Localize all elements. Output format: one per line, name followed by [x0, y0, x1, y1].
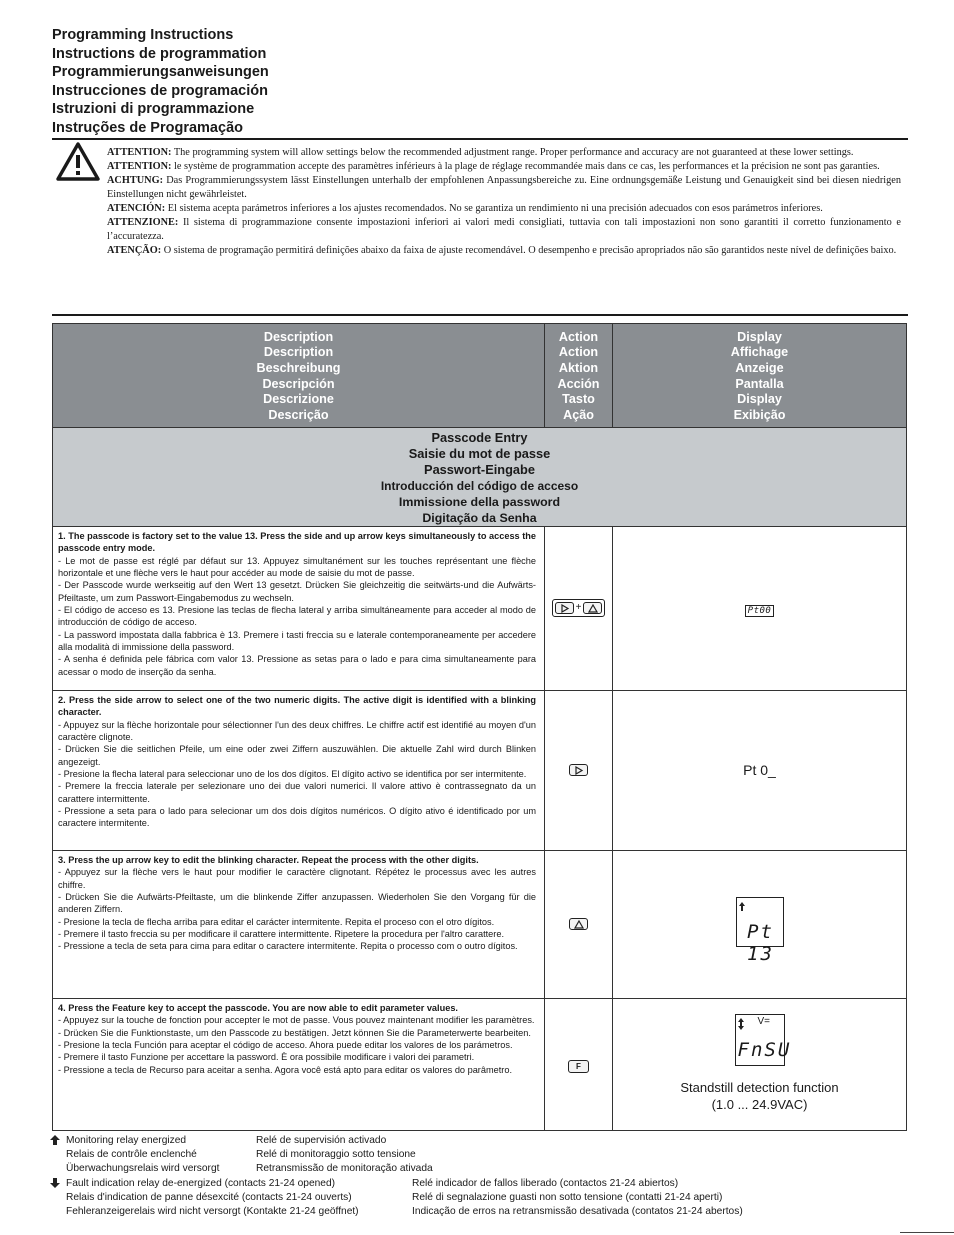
header-label: Display — [737, 392, 782, 407]
table-row — [53, 851, 907, 999]
warning-body: El sistema acepta parámetros inferiores a los ajustes recomendados. No se garantiza un rendimiento ni una precisión adecuados con esos parámetros inferiores. — [165, 203, 823, 214]
step-line: - Premere la freccia laterale per selezionare uno dei due valori numerici. Il valore attivo è contrassegnato da un carattere intermittente. — [58, 781, 536, 804]
header-label: Display — [737, 329, 782, 344]
down-arrow-legend-icon — [50, 1178, 60, 1188]
warning-label: ATTENZIONE: — [107, 217, 179, 228]
section-title-line: Introducción del código de acceso — [380, 479, 579, 493]
legend-col — [412, 1177, 743, 1218]
warning-body: The programming system will allow settings below the recommended adjustment range. Proper performance and accuracy are not guaranteed at these lower settings. — [171, 147, 854, 158]
step-action — [545, 691, 613, 851]
legend-col — [256, 1134, 433, 1175]
section-title-line: Digitação da Senha — [422, 511, 537, 525]
table-row — [53, 999, 907, 1131]
page-title: Programmierungsanweisungen — [52, 64, 269, 81]
page-title: Instrucciones de programación — [52, 82, 268, 99]
divider — [52, 138, 908, 140]
side-arrow-icon — [560, 604, 570, 613]
display-header — [613, 324, 907, 428]
title-block — [52, 26, 269, 138]
side-arrow-key[interactable] — [569, 764, 588, 776]
step-lead: 1. The passcode is factory set to the value 13. Press the side and up arrow keys simultaneously to access the passcode entry mode. — [58, 531, 536, 554]
legend-col — [66, 1177, 359, 1218]
footer-rule — [900, 1232, 954, 1233]
step-line: - El código de acceso es 13. Presione las teclas de flecha lateral y arriba simultáneamente para acceder al modo de introducción de código de acceso. — [58, 605, 536, 628]
legend-text: Relé de supervisión activado — [256, 1135, 387, 1146]
step-display — [613, 691, 907, 851]
step-description — [53, 851, 545, 999]
step-display — [613, 999, 907, 1131]
step-display — [613, 527, 907, 691]
page-title: Programming Instructions — [52, 27, 234, 43]
legend-col — [66, 1134, 219, 1175]
warning-note — [107, 216, 901, 244]
legend-text: Indicação de erros na retransmissão desativada (contatos 21-24 abertos) — [412, 1205, 743, 1217]
step-line: - Presione la tecla Función para aceptar el código de acceso. Ahora puede editar los valores de los parámetros. — [58, 1040, 513, 1051]
header-label: Pantalla — [735, 376, 784, 391]
display-note-line: Standstill detection function — [680, 1080, 839, 1095]
step-line: - Premere il tasto freccia su per modificare il carattere intermittente. Ripetere la procedura per l'altro carattere. — [58, 929, 505, 940]
legend-text: Retransmissão de monitoração ativada — [256, 1162, 433, 1174]
legend-text: Fault indication relay de-energized (contacts 21-24 opened) — [66, 1178, 335, 1189]
warning-label: ATENCIÓN: — [107, 203, 166, 214]
step-line: - Premere il tasto Funzione per accettare la password. È ora possibile modificare i valori dei parametri. — [58, 1052, 475, 1063]
step-display — [613, 851, 907, 999]
warning-note — [107, 174, 901, 202]
step-line: - Appuyez sur la flèche vers le haut pour modifier le caractère clignotant. Répétez le processus avec les autres chiffre. — [58, 867, 536, 890]
step-lead: 2. Press the side arrow to select one of the two numeric digits. The active digit is identified with a blinking character. — [58, 695, 536, 718]
up-arrow-key[interactable] — [569, 918, 588, 930]
relay-arrow-icon — [739, 902, 745, 911]
legend-text: Relais de contrôle enclenché — [66, 1148, 197, 1160]
legend-text: Relé di segnalazione guasti non sotto tensione (contatti 21-24 aperti) — [412, 1191, 723, 1203]
step-description — [53, 999, 545, 1131]
header-label: Description — [263, 329, 334, 344]
section-title-line: Immissione della password — [398, 495, 561, 509]
step-action — [545, 851, 613, 999]
divider — [52, 314, 908, 316]
warning-note — [107, 146, 901, 160]
action-header — [545, 324, 613, 428]
step-line: - Appuyez sur la flèche horizontale pour sélectionner l'un des deux chiffres. Le chiffre actif est identifié au moyen d'un caractère clignote. — [58, 719, 536, 743]
step-line: - Der Passcode wurde werkseitig auf den Wert 13 gesetzt. Drücken Sie gleichzeitig die seitwärts-und die Aufwärts-Pfeiltaste, um zum Passwort-Eingabemodus zu wechseln. — [58, 580, 536, 603]
lcd-readout: Pt 13 — [747, 921, 774, 965]
header-label: Exibição — [733, 407, 786, 422]
header-label: Action — [558, 345, 599, 360]
section-title-line: Passwort-Eingabe — [424, 462, 535, 477]
step-line: - A senha é definida pele fábrica com valor 13. Pressione as setas para o lado e para cima simultaneamente para acessar o modo de inserção da senha. — [58, 654, 536, 677]
legend-text: Monitoring relay energized — [66, 1135, 187, 1146]
side-arrow-icon — [574, 766, 584, 775]
legend-text: Relé indicador de fallos liberado (contactos 21-24 abiertos) — [412, 1178, 679, 1189]
legend-text: Relé di monitoraggio sotto tensione — [256, 1148, 416, 1160]
lcd-display — [736, 897, 784, 965]
up-arrow-key[interactable] — [583, 602, 602, 614]
header-label: Descrição — [268, 407, 329, 422]
page-title: Instruções de Programação — [52, 119, 243, 136]
warning-label: ATTENTION: — [107, 147, 172, 158]
warning-body: Das Programmierungssystem lässt Einstellungen unterhalb der empfohlenen Anpassungsbereiche zu. Eine ordnungsgemäße Leistung und Genauigkeit sind bei diesen niedrigen Einstellungen nicht gewährleistet. — [107, 175, 901, 200]
warning-body: O sistema de programação permitirá definições abaixo da faixa de ajuste recomendável. O desempenho e precisão apropriados não são garantidos neste nível de definições baixo. — [161, 245, 897, 256]
header-label: Aktion — [558, 360, 599, 375]
step-action — [545, 999, 613, 1131]
voltage-indicator: V= — [757, 1016, 771, 1027]
side-arrow-key[interactable] — [555, 602, 574, 614]
step-line: - Pressione a tecla de Recurso para aceitar a senha. Agora você está apto para editar os valores do parâmetro. — [58, 1064, 513, 1075]
lcd-readout: Pt00 — [745, 605, 775, 617]
header-label: Descrizione — [263, 392, 334, 407]
table-header — [53, 324, 907, 428]
table-row — [53, 527, 907, 691]
section-header — [53, 428, 907, 527]
header-label: Action — [558, 329, 599, 344]
step-line: - Pressione a seta para o lado para selecionar um dos dois dígitos numéricos. O dígito ativo é identificado por um caractere intermitente. — [58, 806, 536, 829]
step-description — [53, 691, 545, 851]
step-line: - Drücken Sie die Aufwärts-Pfeiltaste, um die blinkende Ziffer anzupassen. Wiederholen Sie den Vorgang für die anderen Ziffern. — [58, 892, 536, 915]
step-line: - Pressione a tecla de seta para cima para editar o caractere intermitente. Repita o processo com o outro dígitos. — [58, 941, 518, 952]
plus-sign: + — [575, 602, 582, 613]
up-arrow-icon — [574, 920, 584, 929]
page-title: Instructions de programmation — [52, 45, 267, 62]
lcd-display — [735, 1014, 792, 1066]
warning-text — [107, 146, 901, 258]
step-lead: 3. Press the up arrow key to edit the blinking character. Repeat the process with the other digits. — [58, 855, 479, 865]
header-label: Descripción — [262, 376, 335, 391]
step-line: - Le mot de passe est réglé par défaut sur 13. Appuyez simultanément sur les touches représentant une flèche horizontale et une flèche vers le haut pour accéder au mode de saisie du mot de passe. — [58, 555, 536, 579]
header-label: Tasto — [562, 392, 595, 407]
header-label: Ação — [563, 407, 594, 422]
programming-table — [52, 323, 907, 1131]
display-note-line: (1.0 ... 24.9VAC) — [711, 1097, 808, 1112]
description-header — [53, 324, 545, 428]
header-label: Affichage — [730, 345, 789, 360]
step-line: - Presione la flecha lateral para seleccionar uno de los dos dígitos. El dígito activo se identifica por ser intermitente. — [58, 769, 527, 780]
feature-key[interactable]: F — [568, 1060, 589, 1073]
step-line: - Presione la tecla de flecha arriba para editar el carácter intermitente. Repita el proceso con el otro dígitos. — [58, 916, 495, 927]
step-lead: 4. Press the Feature key to accept the passcode. You are now able to edit parameter values. — [58, 1003, 458, 1013]
warning-note — [107, 160, 901, 174]
table-row — [53, 691, 907, 851]
section-title-line: Saisie du mot de passe — [408, 446, 551, 461]
step-action — [545, 527, 613, 691]
warning-label: ACHTUNG: — [107, 175, 164, 186]
display-readout: Pt 0_ — [743, 761, 776, 778]
warning-label: ATENÇÃO: — [107, 245, 162, 256]
warning-note — [107, 244, 901, 258]
warning-label: ATTENTION: — [107, 161, 172, 172]
page-title: Istruzioni di programmazione — [52, 101, 255, 118]
legend-text: Relais d'indication de panne désexcité (contacts 21-24 ouverts) — [66, 1191, 352, 1203]
step-line: - La password impostata dalla fabbrica è 13. Premere i tasti freccia su e laterale contemporaneamente per accedere alla modalità di immissione della password. — [58, 629, 536, 653]
side-and-up-arrow-keys[interactable] — [552, 599, 606, 617]
step-line: - Appuyez sur la touche de fonction pour accepter le mot de passe. Vous pouvez maintenant modifier les paramètres. — [58, 1015, 535, 1026]
up-arrow-icon — [588, 604, 598, 613]
lcd-readout: FnSU — [737, 1039, 792, 1061]
legend-text: Fehleranzeigerelais wird nicht versorgt (Kontakte 21-24 geöffnet) — [66, 1205, 359, 1217]
relay-updown-icon — [738, 1018, 744, 1030]
display-note — [613, 1079, 906, 1113]
up-arrow-legend-icon — [50, 1135, 60, 1145]
warning-note — [107, 202, 901, 216]
section-title — [53, 428, 907, 527]
header-label: Beschreibung — [256, 360, 341, 375]
header-label: Anzeige — [735, 360, 784, 375]
step-line: - Drücken Sie die seitlichen Pfeile, um eine oder zwei Ziffern auszuwählen. Die aktuelle Zahl wird durch Blinken angezeigt. — [58, 744, 536, 767]
warning-body: le système de programmation accepte des paramètres inférieurs à la plage de réglage recommandée mais dans ce cas, les performances et la précision ne sont pas garanties. — [171, 161, 880, 172]
warning-body: Il sistema di programmazione consente impostazioni inferiori ai valori medi consigliati, tuttavia con tali impostazioni non sono garantiti il corretto funzionamento e l’accuratezza. — [107, 217, 901, 242]
step-description — [53, 527, 545, 691]
section-title-line: Passcode Entry — [431, 430, 528, 445]
warning-icon — [56, 142, 100, 182]
header-label: Acción — [557, 376, 600, 391]
header-label: Description — [263, 345, 334, 360]
legend-text: Überwachungsrelais wird versorgt — [66, 1162, 220, 1174]
step-line: - Drücken Sie die Funktionstaste, um den Passcode zu bestätigen. Jetzt können Sie die Parameterwerte bearbeiten. — [58, 1027, 531, 1038]
